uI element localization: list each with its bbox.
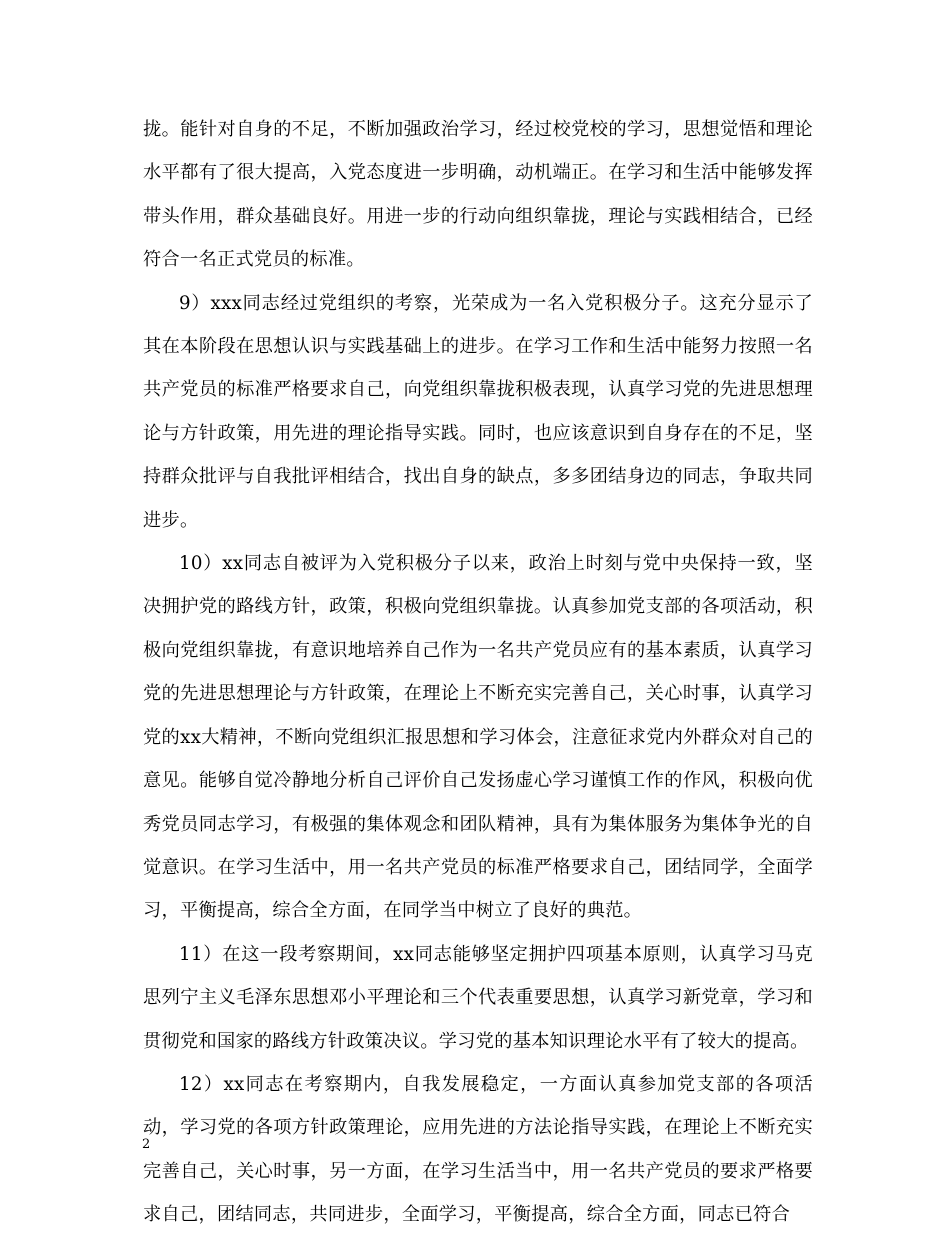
page-number: 2	[142, 1137, 151, 1152]
paragraph-3: 10）xx同志自被评为入党积极分子以来，政治上时刻与党中央保持一致，坚决拥护党的路线方针，政策，积极向党组织靠拢。认真参加党支部的各项活动，积极向党组织靠拢，有意识地培养自己作为一名共产党员应有的基本素质，认真学习党的先进思想理论与方针政策，在理论上不断充实完善自己，关心时事，认真学习党的xx大精神，不断向党组织汇报思想和学习体会，注意征求党内外群众对自己的意见。能够自觉冷静地分析自己评价自己发扬虚心学习谨慎工作的作风，积极向优秀党员同志学习，有极强的集体观念和团队精神，具有为集体服务为集体争光的自觉意识。在学习生活中，用一名共产党员的标准严格要求自己，团结同学，全面学习，平衡提高，综合全方面，在同学当中树立了良好的典范。	[143, 553, 813, 922]
paragraph-5: 12）xx同志在考察期内，自我发展稳定，一方面认真参加党支部的各项活动，学习党的各项方针政策理论，应用先进的方法论指导实践，在理论上不断充实完善自己，关心时事，另一方面，在学习生活当中，用一名共产党员的要求严格要求自己，团结同志，共同进步，全面学习，平衡提高，综合全方面，同志已符合	[143, 1073, 813, 1226]
paragraph-2: 9）xxx同志经过党组织的考察，光荣成为一名入党积极分子。这充分显示了其在本阶段在思想认识与实践基础上的进步。在学习工作和生活中能努力按照一名共产党员的标准严格要求自己，向党组织靠拢积极表现，认真学习党的先进思想理论与方针政策，用先进的理论指导实践。同时，也应该意识到自身存在的不足，坚持群众批评与自我批评相结合，找出自身的缺点，多多团结身边的同志，争取共同进步。	[143, 292, 813, 531]
document-body	[143, 108, 813, 1237]
paragraph-4: 11）在这一段考察期间，xx同志能够坚定拥护四项基本原则，认真学习马克思列宁主义毛泽东思想邓小平理论和三个代表重要思想，认真学习新党章，学习和贯彻党和国家的路线方针政策决议。学习党的基本知识理论水平有了较大的提高。	[143, 943, 813, 1052]
paragraph-1: 拢。能针对自身的不足，不断加强政治学习，经过校党校的学习，思想觉悟和理论水平都有了很大提高，入党态度进一步明确，动机端正。在学习和生活中能够发挥带头作用，群众基础良好。用进一步的行动向组织靠拢，理论与实践相结合，已经符合一名正式党员的标准。	[143, 119, 813, 271]
